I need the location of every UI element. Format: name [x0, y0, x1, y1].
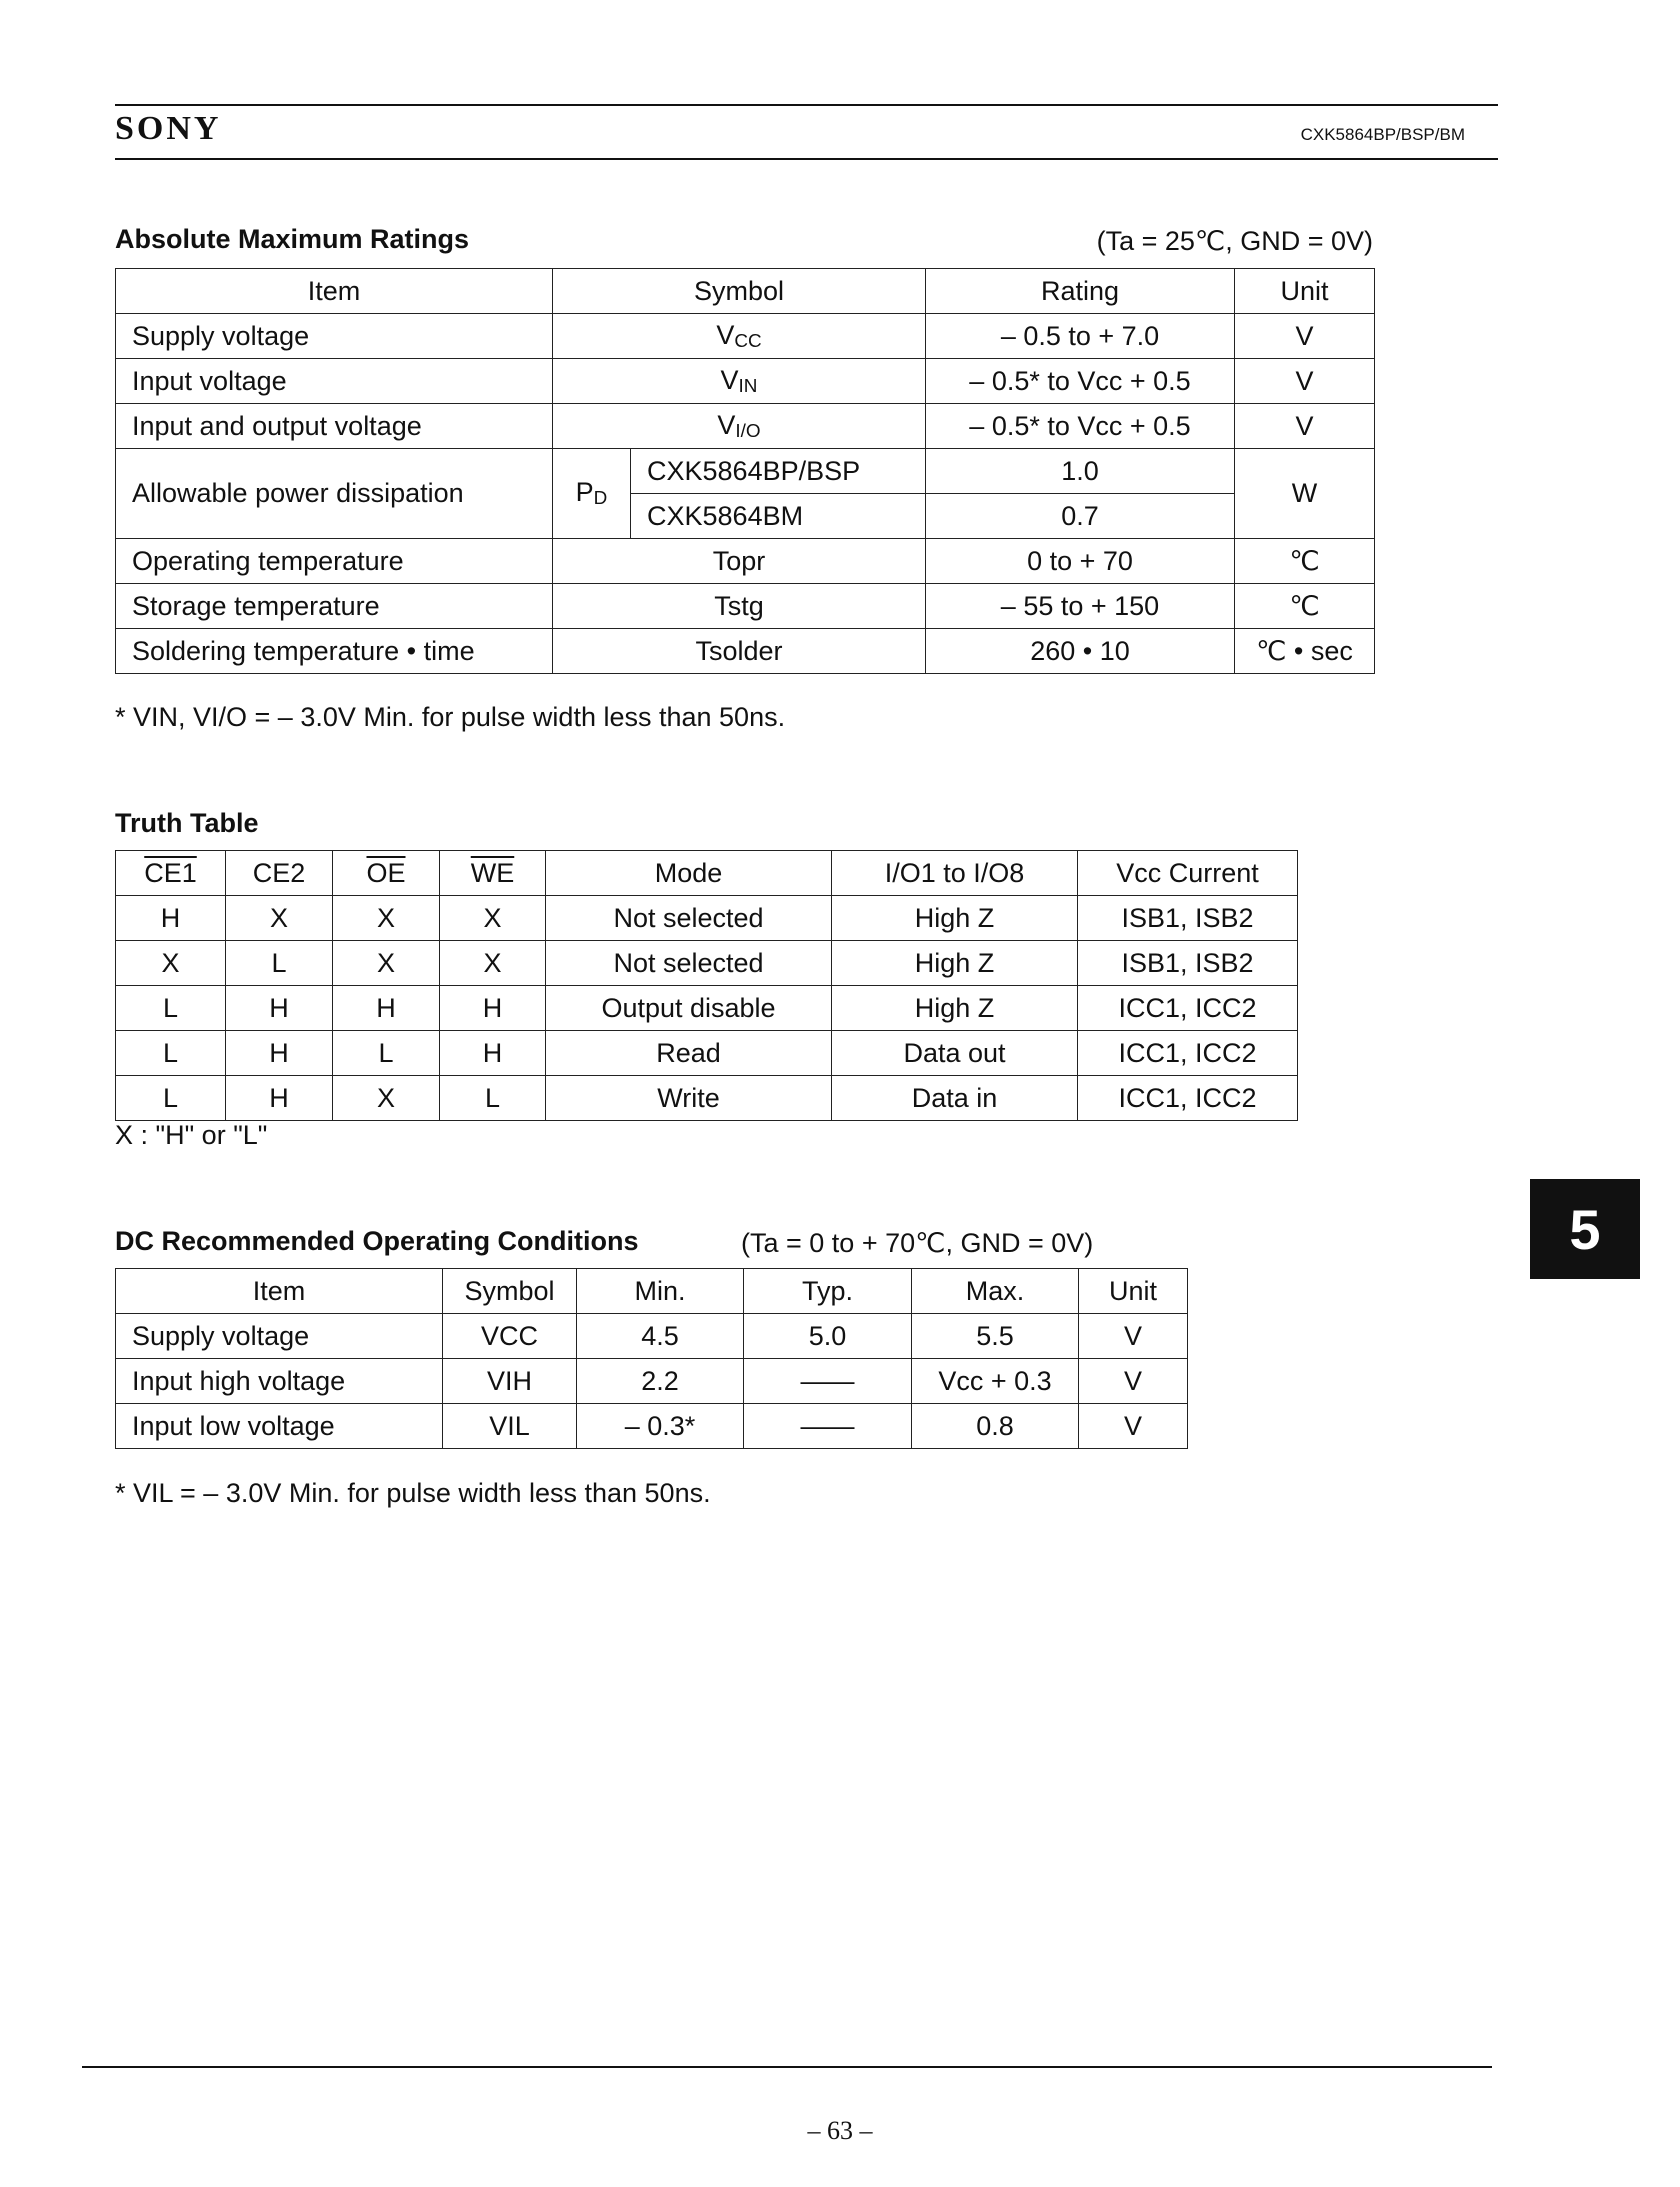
- amr-item: Storage temperature: [116, 584, 553, 629]
- truth-cell: L: [116, 1031, 226, 1076]
- amr-power-model: CXK5864BP/BSP: [631, 449, 926, 494]
- dc-symbol: VIL: [443, 1404, 577, 1449]
- amr-power-item: Allowable power dissipation: [116, 449, 553, 539]
- amr-item: Supply voltage: [116, 314, 553, 359]
- dc-item: Supply voltage: [116, 1314, 443, 1359]
- amr-header-rating: Rating: [926, 269, 1235, 314]
- amr-power-model: CXK5864BM: [631, 494, 926, 539]
- truth-cell: Read: [546, 1031, 832, 1076]
- amr-row: [116, 404, 1375, 449]
- truth-row: [116, 1076, 1298, 1121]
- amr-row: [116, 539, 1375, 584]
- dc-header-item: Item: [116, 1269, 443, 1314]
- truth-header-ce1: CE1: [116, 851, 226, 896]
- amr-header-unit: Unit: [1235, 269, 1375, 314]
- truth-row: [116, 986, 1298, 1031]
- dc-item: Input high voltage: [116, 1359, 443, 1404]
- amr-power-symbol: $P_D$: [553, 449, 631, 539]
- amr-unit: V: [1235, 314, 1375, 359]
- section-tab: 5: [1530, 1179, 1640, 1279]
- amr-unit: ℃: [1235, 539, 1375, 584]
- truth-cell: Data out: [832, 1031, 1078, 1076]
- amr-header-symbol: Symbol: [553, 269, 926, 314]
- truth-cell: H: [440, 986, 546, 1031]
- footer-rule: [82, 2066, 1492, 2068]
- brand-logo: SONY: [115, 110, 222, 147]
- dc-min: – 0.3*: [577, 1404, 744, 1449]
- truth-header-io: I/O1 to I/O8: [832, 851, 1078, 896]
- amr-row: [116, 359, 1375, 404]
- dc-header-unit: Unit: [1079, 1269, 1188, 1314]
- truth-cell: ICC1, ICC2: [1078, 1031, 1298, 1076]
- truth-table: [115, 850, 1298, 1121]
- dc-max: Vcc + 0.3: [912, 1359, 1079, 1404]
- dc-header-typ: Typ.: [744, 1269, 912, 1314]
- truth-cell: ICC1, ICC2: [1078, 986, 1298, 1031]
- truth-cell: Not selected: [546, 896, 832, 941]
- dc-typ: 5.0: [744, 1314, 912, 1359]
- amr-unit: V: [1235, 404, 1375, 449]
- part-number: CXK5864BP/BSP/BM: [1300, 125, 1465, 144]
- truth-cell: L: [226, 941, 333, 986]
- truth-cell: X: [440, 896, 546, 941]
- dc-min: 2.2: [577, 1359, 744, 1404]
- header-rule-bottom: [115, 158, 1498, 160]
- truth-cell: X: [226, 896, 333, 941]
- truth-cell: H: [226, 986, 333, 1031]
- amr-rating: – 0.5 to + 7.0: [926, 314, 1235, 359]
- truth-cell: L: [116, 1076, 226, 1121]
- truth-cell: H: [226, 1031, 333, 1076]
- truth-header-current: Vcc Current: [1078, 851, 1298, 896]
- truth-cell: Not selected: [546, 941, 832, 986]
- amr-rating: 260 • 10: [926, 629, 1235, 674]
- amr-item: Soldering temperature • time: [116, 629, 553, 674]
- truth-header-ce2: CE2: [226, 851, 333, 896]
- amr-power-unit: W: [1235, 449, 1375, 539]
- truth-cell: L: [333, 1031, 440, 1076]
- truth-note: X : "H" or "L": [115, 1120, 268, 1150]
- amr-conditions: (Ta = 25℃, GND = 0V): [1096, 226, 1373, 256]
- amr-header-item: Item: [116, 269, 553, 314]
- dc-table: [115, 1268, 1188, 1449]
- truth-header-oe: $\overline{OE}$: [333, 851, 440, 896]
- amr-symbol: $V_{IN}$: [553, 359, 926, 404]
- dc-header-symbol: Symbol: [443, 1269, 577, 1314]
- amr-rating: – 55 to + 150: [926, 584, 1235, 629]
- truth-row: [116, 1031, 1298, 1076]
- amr-unit: V: [1235, 359, 1375, 404]
- amr-symbol: $V_{I/O}$: [553, 404, 926, 449]
- dc-row: [116, 1404, 1188, 1449]
- amr-item: Input and output voltage: [116, 404, 553, 449]
- amr-rating: 0 to + 70: [926, 539, 1235, 584]
- dc-typ: ——: [744, 1404, 912, 1449]
- amr-power-rating: 0.7: [926, 494, 1235, 539]
- truth-cell: ISB1, ISB2: [1078, 941, 1298, 986]
- dc-row: [116, 1314, 1188, 1359]
- dc-min: 4.5: [577, 1314, 744, 1359]
- truth-cell: H: [226, 1076, 333, 1121]
- amr-item: Input voltage: [116, 359, 553, 404]
- amr-power-rating: 1.0: [926, 449, 1235, 494]
- dc-footnote: * VIL = – 3.0V Min. for pulse width less than 50ns.: [115, 1478, 711, 1508]
- amr-unit: ℃ • sec: [1235, 629, 1375, 674]
- truth-cell: X: [333, 896, 440, 941]
- dc-max: 0.8: [912, 1404, 1079, 1449]
- truth-cell: High Z: [832, 941, 1078, 986]
- dc-unit: V: [1079, 1314, 1188, 1359]
- truth-title: Truth Table: [115, 808, 259, 838]
- truth-cell: High Z: [832, 986, 1078, 1031]
- page-number: – 63 –: [807, 2116, 873, 2145]
- amr-symbol: $V_{CC}$: [553, 314, 926, 359]
- truth-cell: Data in: [832, 1076, 1078, 1121]
- truth-cell: Write: [546, 1076, 832, 1121]
- dc-header-max: Max.: [912, 1269, 1079, 1314]
- truth-row: [116, 941, 1298, 986]
- dc-unit: V: [1079, 1359, 1188, 1404]
- truth-cell: H: [333, 986, 440, 1031]
- amr-title: Absolute Maximum Ratings: [115, 224, 470, 254]
- amr-item: Operating temperature: [116, 539, 553, 584]
- truth-cell: X: [116, 941, 226, 986]
- truth-header-mode: Mode: [546, 851, 832, 896]
- truth-cell: X: [333, 941, 440, 986]
- dc-header-min: Min.: [577, 1269, 744, 1314]
- truth-cell: H: [116, 896, 226, 941]
- amr-symbol: Topr: [553, 539, 926, 584]
- amr-rating: – 0.5* to Vcc + 0.5: [926, 404, 1235, 449]
- truth-header-we: $\overline{WE}$: [440, 851, 546, 896]
- amr-row: [116, 314, 1375, 359]
- amr-footnote: * VIN, VI/O = – 3.0V Min. for pulse width less than 50ns.: [115, 702, 786, 732]
- amr-row: [116, 584, 1375, 629]
- dc-row: [116, 1359, 1188, 1404]
- dc-typ: ——: [744, 1359, 912, 1404]
- dc-symbol: VIH: [443, 1359, 577, 1404]
- truth-cell: High Z: [832, 896, 1078, 941]
- amr-header-row: [116, 269, 1375, 314]
- truth-cell: ISB1, ISB2: [1078, 896, 1298, 941]
- truth-cell: X: [440, 941, 546, 986]
- dc-conditions: (Ta = 0 to + 70℃, GND = 0V): [741, 1228, 1094, 1258]
- truth-cell: X: [333, 1076, 440, 1121]
- amr-table: [115, 268, 1375, 674]
- amr-rating: – 0.5* to Vcc + 0.5: [926, 359, 1235, 404]
- truth-row: [116, 896, 1298, 941]
- truth-header-row: [116, 851, 1298, 896]
- truth-cell: Output disable: [546, 986, 832, 1031]
- dc-unit: V: [1079, 1404, 1188, 1449]
- amr-symbol: Tstg: [553, 584, 926, 629]
- dc-title: DC Recommended Operating Conditions: [115, 1226, 639, 1256]
- truth-cell: H: [440, 1031, 546, 1076]
- amr-unit: ℃: [1235, 584, 1375, 629]
- header-rule-top: [115, 104, 1498, 106]
- truth-cell: L: [440, 1076, 546, 1121]
- truth-cell: L: [116, 986, 226, 1031]
- amr-power-row: [116, 449, 1375, 494]
- truth-cell: ICC1, ICC2: [1078, 1076, 1298, 1121]
- amr-row: [116, 629, 1375, 674]
- dc-item: Input low voltage: [116, 1404, 443, 1449]
- dc-header-row: [116, 1269, 1188, 1314]
- amr-symbol: Tsolder: [553, 629, 926, 674]
- dc-symbol: VCC: [443, 1314, 577, 1359]
- dc-max: 5.5: [912, 1314, 1079, 1359]
